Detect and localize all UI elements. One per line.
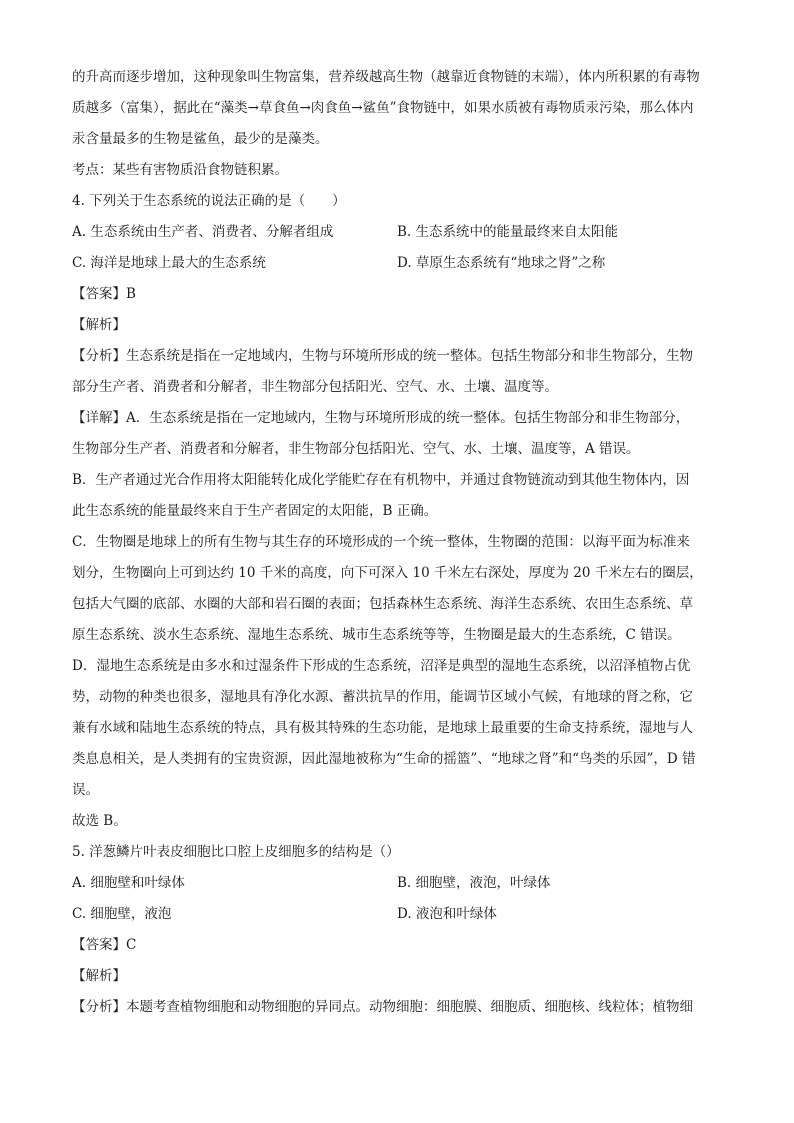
text-line: 兼有水域和陆地生态系统的特点，具有极其特殊的生态功能，是地球上最重要的生命支持系统，湿地与人 [72, 720, 693, 736]
question-4: 4. 下列关于生态系统的说法正确的是（ ） [72, 193, 346, 209]
text-line: 划分，生物圈向上可到达约 10 千米的高度，向下可深入 10 千米左右深处，厚度为 20 千米左右的圈层， [72, 565, 703, 581]
text-line: 【分析】本题考查植物细胞和动物细胞的异同点。动物细胞：细胞膜、细胞质、细胞核、线粒体；植物细 [72, 999, 693, 1015]
q4-options-row-2 [72, 248, 724, 279]
text-line: 汞含量最多的生物是鲨鱼，最少的是藻类。 [72, 131, 329, 147]
text-line: C．生物圈是地球上的所有生物与其生存的环境形成的一个统一整体，生物圈的范围：以海平面为标准来 [72, 534, 690, 550]
q5-option-c: C. 细胞壁，液泡 [72, 906, 172, 922]
question-5: 5. 洋葱鳞片叶表皮细胞比口腔上皮细胞多的结构是（） [72, 844, 400, 860]
q4-option-c: C. 海洋是地球上最大的生态系统 [72, 255, 266, 271]
q5-options-row-2 [72, 899, 724, 930]
q5-option-a: A. 细胞壁和叶绿体 [72, 875, 185, 891]
exam-point: 考点：某些有害物质沿食物链积累。 [72, 162, 288, 178]
document-page [72, 62, 724, 1023]
text-line: 生物部分生产者、消费者和分解者，非生物部分包括阳光、空气、水、土壤、温度等，A 错误。 [72, 441, 640, 457]
text-line: 原生态系统、淡水生态系统、湿地生态系统、城市生态系统等等，生物圈是最大的生态系统，C 错误。 [72, 627, 681, 643]
text-line: 包括大气圈的底部、水圈的大部和岩石圈的表面；包括森林生态系统、海洋生态系统、农田生态系统、草 [72, 596, 693, 612]
q4-analysis-heading: 【解析】 [72, 317, 126, 333]
q5-analysis-heading: 【解析】 [72, 968, 126, 984]
text-line: 势，动物的种类也很多，湿地具有净化水源、蓄洪抗旱的作用，能调节区域小气候，有地球的肾之称，它 [72, 689, 693, 705]
text-line: 此生态系统的能量最终来自于生产者固定的太阳能，B 正确。 [72, 503, 438, 519]
q5-option-d: D. 液泡和叶绿体 [397, 906, 497, 922]
q5-option-b: B. 细胞壁，液泡，叶绿体 [397, 875, 551, 891]
q4-conclusion: 故选 B。 [72, 813, 127, 829]
q4-answer: 【答案】B [72, 286, 136, 302]
text-line: B．生产者通过光合作用将太阳能转化成化学能贮存在有机物中，并通过食物链流动到其他生物体内，因 [72, 472, 690, 488]
text-line: 部分生产者、消费者和分解者，非生物部分包括阳光、空气、水、土壤、温度等。 [72, 379, 558, 395]
q5-options-row-1 [72, 868, 724, 899]
q4-option-d: D. 草原生态系统有“地球之肾”之称 [397, 255, 606, 271]
text-line: 【分析】生态系统是指在一定地域内，生物与环境所形成的统一整体。包括生物部分和非生物部分，生物 [72, 348, 693, 364]
text-line: 质越多（富集），据此在“藻类→草食鱼→肉食鱼→鲨鱼”食物链中，如果水质被有毒物质汞污染，那么体内 [72, 100, 694, 116]
text-line: 误。 [72, 782, 99, 798]
q4-option-a: A. 生态系统由生产者、消费者、分解者组成 [72, 224, 334, 240]
text-line: 类息息相关，是人类拥有的宝贵资源，因此湿地被称为“生命的摇篮”、“地球之肾”和“鸟类的乐园”，D 错 [72, 751, 696, 767]
q5-answer: 【答案】C [72, 937, 137, 953]
q4-option-b: B. 生态系统中的能量最终来自太阳能 [397, 224, 619, 240]
text-line: D．湿地生态系统是由多水和过湿条件下形成的生态系统，沼泽是典型的湿地生态系统，以沼泽植物占优 [72, 658, 691, 674]
text-line: 【详解】A．生态系统是指在一定地域内，生物与环境所形成的统一整体。包括生物部分和非生物部分， [72, 410, 690, 426]
text-line: 的升高而逐步增加，这种现象叫生物富集，营养级越高生物（越靠近食物链的末端），体内所积累的有毒物 [72, 69, 700, 85]
q4-options-row-1 [72, 217, 724, 248]
